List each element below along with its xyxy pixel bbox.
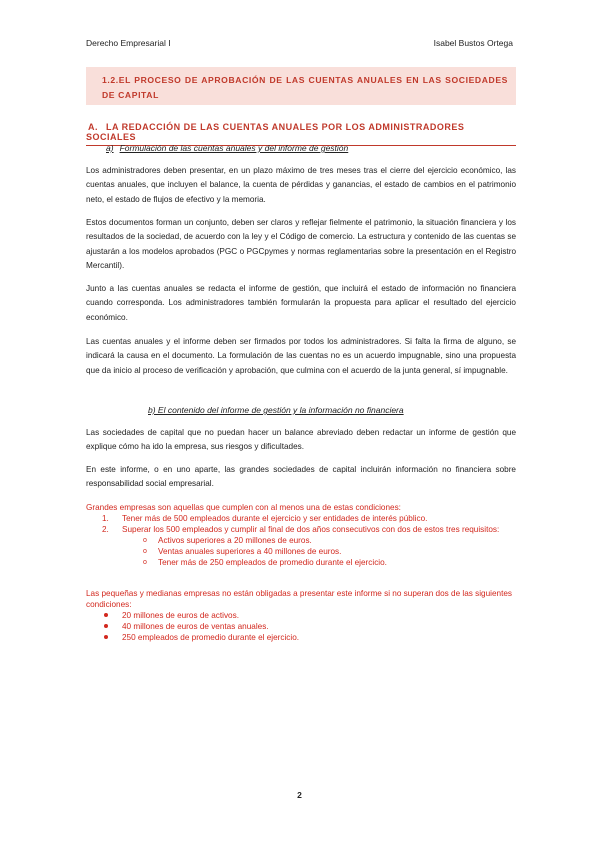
paragraph: En este informe, o en uno aparte, las grandes sociedades de capital incluirán información no financiera sobre responsabilidad social empresarial. bbox=[86, 465, 516, 489]
paragraph: Las cuentas anuales y el informe deben ser firmados por todos los administradores. Si falta la firma de alguno, se indicará la causa en el documento. La formulación de las cuentas no es un acuerdo impugnable, sino una propuesta que da inicio al proceso de verificación y aprobación, que culmina con el acuerdo de la junta general, sí impugnable. bbox=[86, 337, 516, 375]
small-companies-intro: Las pequeñas y medianas empresas no están obligadas a presentar este informe si no superan dos de las siguientes condiciones: bbox=[86, 589, 513, 609]
paragraph: Estos documentos forman un conjunto, deben ser claros y reflejar fielmente el patrimonio, la situación financiera y los resultados de la sociedad, de acuerdo con la ley y el Código de comercio. La estructura y contenido de las cuentas se ajustarán a los modelos aprobados (PGC o PGCpymes y normas reglamentarias sobre la presentación en el Registro Mercantil). bbox=[86, 218, 516, 270]
large-companies-list bbox=[86, 502, 516, 568]
sub-list-item: o Ventas anuales superiores a 40 millones de euros. bbox=[143, 547, 342, 556]
section-title: 1.2.EL PROCESO DE APROBACIÓN DE LAS CUENTAS ANUALES EN LAS SOCIEDADES DE CAPITAL bbox=[86, 67, 516, 105]
sub-list-item: o Activos superiores a 20 millones de euros. bbox=[143, 536, 312, 545]
sub-marker: o bbox=[143, 548, 147, 555]
subsection-title: LA REDACCIÓN DE LAS CUENTAS ANUALES POR LOS ADMINISTRADORES SOCIALES bbox=[86, 122, 465, 142]
page-number: 2 bbox=[297, 790, 302, 800]
bullet-icon bbox=[104, 613, 108, 617]
list-item: 250 empleados de promedio durante el ejercicio. bbox=[86, 632, 516, 643]
header-course: Derecho Empresarial I bbox=[86, 38, 171, 48]
list-item: 40 millones de euros de ventas anuales. bbox=[86, 621, 516, 632]
part-a-title bbox=[106, 143, 348, 153]
header-author: Isabel Bustos Ortega bbox=[433, 38, 513, 48]
paragraph: Junto a las cuentas anuales se redacta el informe de gestión, que incluirá el estado de información no financiera cuando corresponda. Los administradores también formularán la propuesta para aplicar el resultado del ejercicio económico. bbox=[86, 284, 516, 322]
small-companies-list bbox=[86, 588, 516, 643]
list-marker: 2. bbox=[102, 525, 109, 534]
large-companies-intro: Grandes empresas son aquellas que cumplen con al menos una de estas condiciones: bbox=[86, 503, 401, 512]
part-b-title: b) El contenido del informe de gestión y la información no financiera bbox=[148, 405, 404, 415]
list-item: 20 millones de euros de activos. bbox=[86, 610, 516, 621]
paragraph: Las sociedades de capital que no puedan hacer un balance abreviado deben redactar un informe de gestión que explique cómo ha ido la empresa, sus riesgos y dificultades. bbox=[86, 428, 516, 452]
part-a-text: Formulación de las cuentas anuales y del informe de gestión bbox=[119, 143, 349, 153]
sub-marker: o bbox=[143, 537, 147, 544]
subsection-letter: A. bbox=[88, 122, 98, 132]
sub-list-item: o Tener más de 250 empleados de promedio durante el ejercicio. bbox=[143, 558, 387, 567]
list-item: 1. Tener más de 500 empleados durante el ejercicio y ser entidades de interés público. bbox=[102, 514, 428, 523]
part-a-number: a) bbox=[106, 143, 114, 153]
paragraph: Los administradores deben presentar, en un plazo máximo de tres meses tras el cierre del ejercicio económico, las cuentas anuales, que incluyen el balance, la cuenta de pérdidas y ganancias, el estado de cambios en el patrimonio neto, el estado de flujos de efectivo y la memoria. bbox=[86, 166, 516, 204]
list-item: 2. Superar los 500 empleados y cumplir al final de dos años consecutivos con dos de estos tres requisitos: bbox=[102, 525, 500, 534]
list-marker: 1. bbox=[102, 514, 109, 523]
sub-marker: o bbox=[143, 559, 147, 566]
bullet-icon bbox=[104, 635, 108, 639]
bullet-icon bbox=[104, 624, 108, 628]
